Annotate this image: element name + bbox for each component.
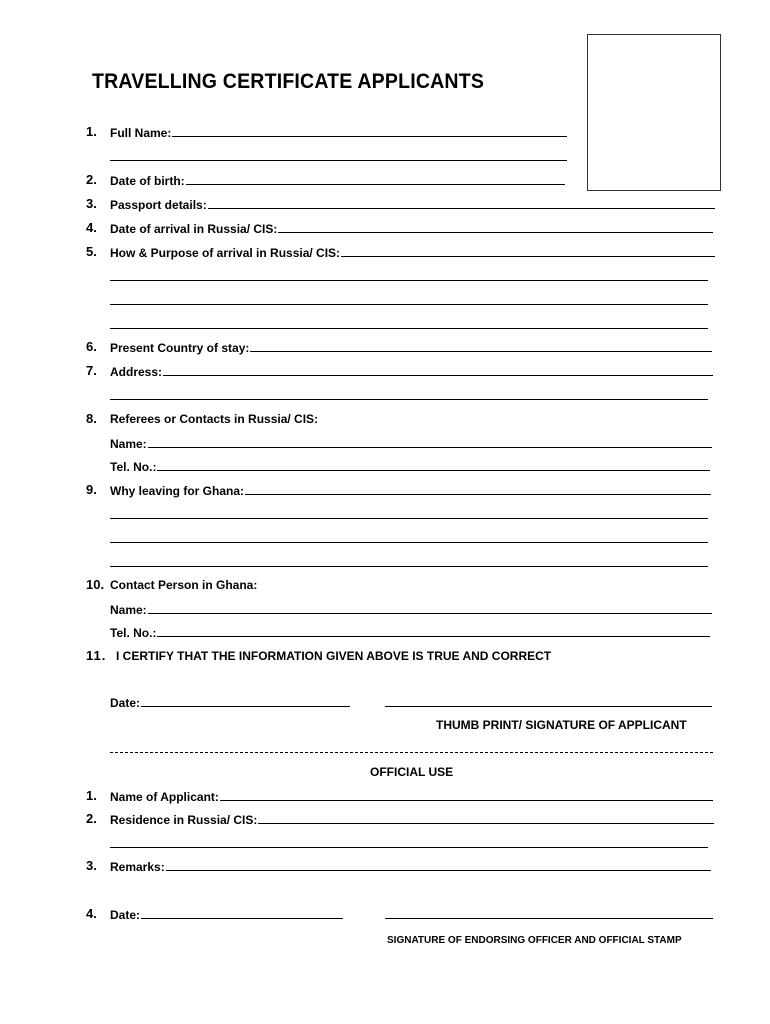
contact-ghana-label: Contact Person in Ghana: [110, 578, 258, 592]
dob-field[interactable] [110, 173, 565, 189]
dob-line[interactable] [186, 173, 565, 185]
why-leaving-line-4[interactable] [110, 566, 708, 567]
purpose-line-3[interactable] [110, 304, 708, 305]
field-label: Date of birth: [110, 174, 185, 188]
field-label: Residence in Russia/ CIS: [110, 813, 258, 827]
applicant-signature-line[interactable] [385, 706, 712, 707]
country-line[interactable] [250, 340, 712, 352]
address-line-2[interactable] [110, 399, 708, 400]
item-number: 1. [86, 788, 97, 803]
residence-line[interactable] [258, 812, 714, 824]
item-number: 2. [86, 172, 97, 187]
residence-field[interactable] [110, 812, 714, 828]
address-line[interactable] [163, 364, 713, 376]
referee-name-field[interactable] [110, 436, 712, 452]
field-label: Date: [110, 908, 141, 922]
why-leaving-line-3[interactable] [110, 542, 708, 543]
field-label: Name: [110, 603, 147, 617]
field-label: Name of Applicant: [110, 790, 219, 804]
field-label: How & Purpose of arrival in Russia/ CIS: [110, 246, 341, 260]
passport-line[interactable] [208, 197, 715, 209]
residence-line-2[interactable] [110, 847, 708, 848]
separator-line [110, 752, 713, 753]
contact-name-field[interactable] [110, 602, 712, 618]
field-label: Name: [110, 437, 147, 451]
field-label: Why leaving for Ghana: [110, 484, 245, 498]
item-number: 6. [86, 339, 97, 354]
item-number: 2. [86, 811, 97, 826]
photo-box [587, 34, 721, 191]
why-leaving-line[interactable] [245, 483, 711, 495]
passport-field[interactable] [110, 197, 715, 213]
field-label: Address: [110, 365, 163, 379]
item-number: 8. [86, 411, 97, 426]
item-number: 3. [86, 858, 97, 873]
arrival-date-field[interactable] [110, 221, 713, 237]
item-number: 9. [86, 482, 97, 497]
field-label: Full Name: [110, 126, 172, 140]
official-use-heading: OFFICIAL USE [370, 765, 454, 779]
item-number: 11. [86, 648, 107, 663]
item-number: 4. [86, 906, 97, 921]
remarks-line[interactable] [166, 859, 711, 871]
item-number: 1. [86, 124, 97, 139]
endorsing-signature-line[interactable] [385, 918, 713, 919]
applicant-name-field[interactable] [110, 789, 713, 805]
full-name-line-2[interactable] [110, 160, 567, 161]
purpose-line-4[interactable] [110, 328, 708, 329]
arrival-date-line[interactable] [278, 221, 713, 233]
purpose-line[interactable] [341, 245, 715, 257]
field-label: Date of arrival in Russia/ CIS: [110, 222, 278, 236]
contact-tel-line[interactable] [157, 625, 710, 637]
full-name-line[interactable] [172, 125, 567, 137]
field-label: Remarks: [110, 860, 165, 874]
address-field[interactable] [110, 364, 713, 380]
item-number: 4. [86, 220, 97, 235]
item-number: 3. [86, 196, 97, 211]
referees-label: Referees or Contacts in Russia/ CIS: [110, 412, 319, 426]
item-number: 5. [86, 244, 97, 259]
field-label: Present Country of stay: [110, 341, 250, 355]
field-label: Passport details: [110, 198, 207, 212]
field-label: Tel. No.: [110, 626, 157, 640]
contact-tel-field[interactable] [110, 625, 710, 641]
field-label: Tel. No.: [110, 460, 157, 474]
referee-name-line[interactable] [148, 436, 712, 448]
applicant-date-line[interactable] [141, 695, 350, 707]
full-name-field[interactable] [110, 125, 567, 141]
certify-statement: I CERTIFY THAT THE INFORMATION GIVEN ABOVE IS TRUE AND CORRECT [116, 649, 552, 663]
why-leaving-field[interactable] [110, 483, 711, 499]
contact-name-line[interactable] [148, 602, 712, 614]
remarks-field[interactable] [110, 859, 711, 875]
applicant-name-line[interactable] [220, 789, 713, 801]
official-date-line[interactable] [141, 907, 343, 919]
item-number: 10. [86, 577, 105, 592]
why-leaving-line-2[interactable] [110, 518, 708, 519]
field-label: Date: [110, 696, 141, 710]
item-number: 7. [86, 363, 97, 378]
form-title: TRAVELLING CERTIFICATE APPLICANTS [92, 70, 485, 93]
purpose-field[interactable] [110, 245, 715, 261]
referee-tel-field[interactable] [110, 459, 710, 475]
endorsing-signature-caption: SIGNATURE OF ENDORSING OFFICER AND OFFICIAL STAMP [387, 935, 682, 946]
referee-tel-line[interactable] [157, 459, 710, 471]
official-date-field[interactable] [110, 907, 343, 923]
country-field[interactable] [110, 340, 712, 356]
applicant-date-field[interactable] [110, 695, 350, 711]
purpose-line-2[interactable] [110, 280, 708, 281]
thumb-signature-caption: THUMB PRINT/ SIGNATURE OF APPLICANT [436, 718, 687, 732]
